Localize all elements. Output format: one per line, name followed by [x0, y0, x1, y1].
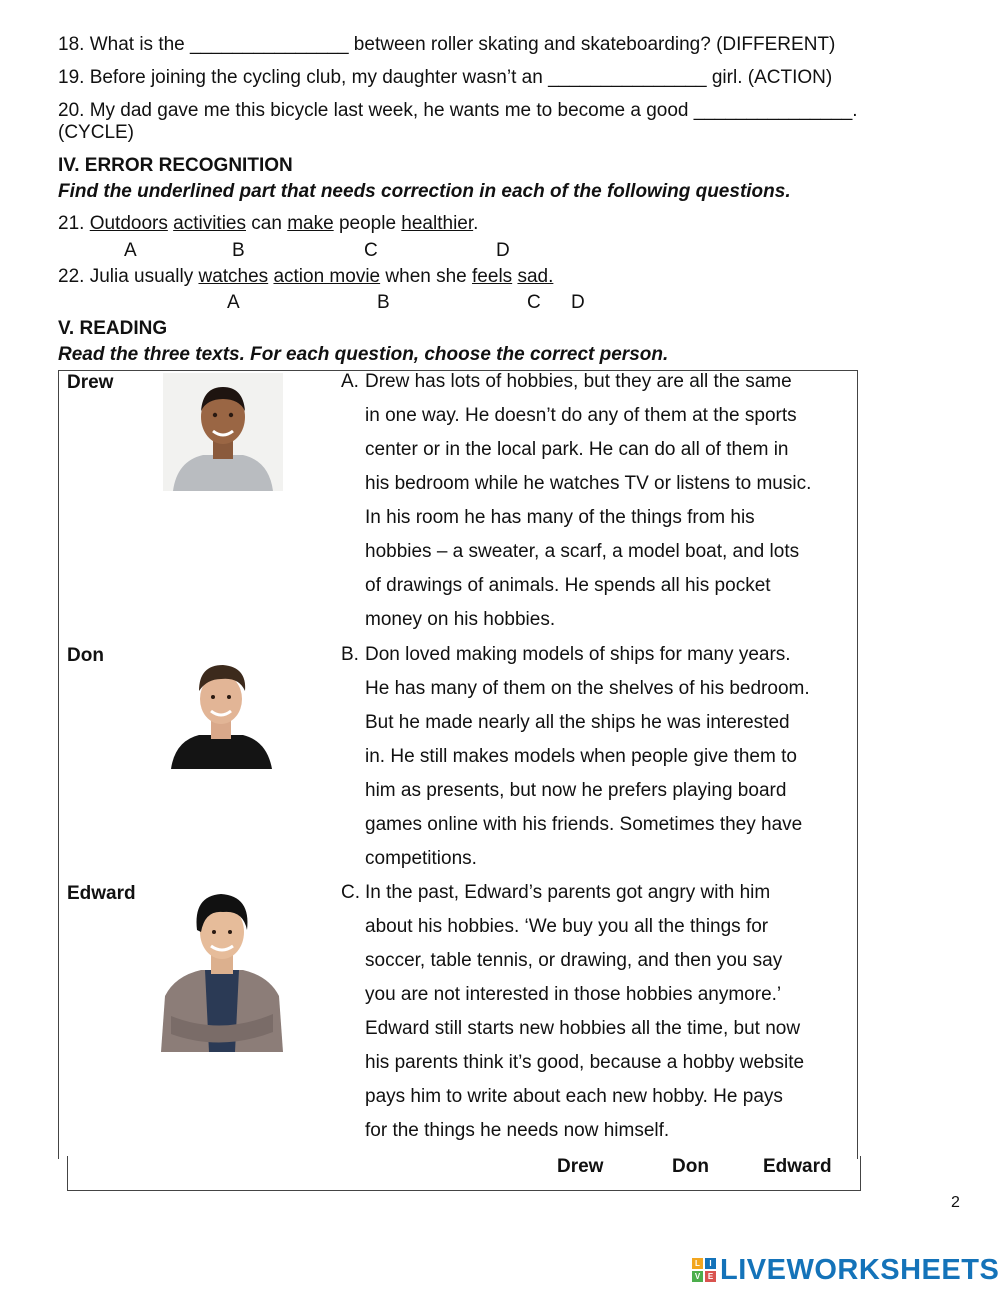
answer-column-don[interactable]: Don: [672, 1156, 709, 1177]
underlined-part-b[interactable]: action movie: [273, 266, 381, 287]
section-instruction: Find the underlined part that needs correction in each of the following questions.: [58, 181, 791, 202]
option-letter: B: [232, 240, 245, 261]
text-edward: In the past, Edward’s parents got angry with him about his hobbies. ‘We buy you all the things for soccer, table tennis, or drawing, and then you say you are not interested in those hobbies anymore.’ Edward still starts new hobbies all the time, but now his parents think it’s good, because a hobby website pays him to write about each new hobby. He pays for the things he needs now himself.: [365, 882, 805, 1141]
underlined-part-b[interactable]: activities: [173, 213, 246, 234]
question-20: 20. My dad gave me this bicycle last week, he wants me to become a good _______________.: [58, 100, 858, 121]
question-22: 22. Julia usually watches action movie when she feels sad.: [58, 266, 554, 287]
drew-photo: [163, 373, 283, 491]
question-19: 19. Before joining the cycling club, my daughter wasn’t an _______________ girl. (ACTION): [58, 67, 833, 88]
logo-text: LIVEWORKSHEETS: [720, 1253, 1000, 1286]
underlined-part-c[interactable]: make: [287, 213, 334, 234]
don-photo: [167, 657, 276, 769]
answer-blank[interactable]: _______________: [190, 34, 349, 55]
person-name-edward: Edward: [67, 883, 136, 904]
answer-blank[interactable]: _______________: [548, 67, 707, 88]
underlined-part-d[interactable]: sad.: [517, 266, 554, 287]
underlined-part-c[interactable]: feels: [472, 266, 513, 287]
liveworksheets-logo[interactable]: [692, 1254, 999, 1286]
question-18: 18. What is the _______________ between roller skating and skateboarding? (DIFFERENT): [58, 34, 836, 55]
question-20-line2: (CYCLE): [58, 122, 135, 143]
text-don: Don loved making models of ships for many years. He has many of them on the shelves of his bedroom. But he made nearly all the ships he was interested in. He still makes models when people give them to him as presents, but now he prefers playing board games online with his friends. Sometimes they have competitions.: [365, 644, 810, 869]
edward-photo: [161, 886, 283, 1052]
answer-column-edward[interactable]: Edward: [763, 1156, 832, 1177]
text-letter-b: B.: [341, 644, 359, 665]
section-heading: V. READING: [58, 318, 168, 339]
underlined-part-d[interactable]: healthier: [401, 213, 474, 234]
answer-column-drew[interactable]: Drew: [557, 1156, 604, 1177]
text-letter-a: A.: [341, 371, 359, 392]
option-letter: A: [227, 292, 240, 313]
option-letter: D: [496, 240, 510, 261]
text-drew: Drew has lots of hobbies, but they are all the same in one way. He doesn’t do any of them at the sports center or in the local park. He can do all of them in his bedroom while he watches TV or listens to music. In his room he has many of the things from his hobbies – a sweater, a scarf, a model boat, and lots of drawings of animals. He spends all his pocket money on his hobbies.: [365, 371, 812, 630]
underlined-part-a[interactable]: watches: [198, 266, 269, 287]
option-letter: D: [571, 292, 585, 313]
option-letter: B: [377, 292, 390, 313]
reading-table-footer: [67, 1156, 861, 1191]
person-name-drew: Drew: [67, 372, 114, 393]
option-letter: A: [124, 240, 137, 261]
section-heading: IV. ERROR RECOGNITION: [58, 155, 293, 176]
option-letter: C: [364, 240, 378, 261]
section-instruction: Read the three texts. For each question, choose the correct person.: [58, 344, 669, 365]
person-name-don: Don: [67, 645, 104, 666]
answer-blank[interactable]: _______________: [693, 100, 853, 121]
logo-grid-icon: L I V E: [692, 1258, 716, 1282]
page-number: 2: [951, 1194, 960, 1211]
underlined-part-a[interactable]: Outdoors: [89, 213, 168, 234]
option-letter: C: [527, 292, 541, 313]
text-letter-c: C.: [341, 882, 360, 903]
question-21: 21. Outdoors activities can make people healthier.: [58, 213, 479, 234]
